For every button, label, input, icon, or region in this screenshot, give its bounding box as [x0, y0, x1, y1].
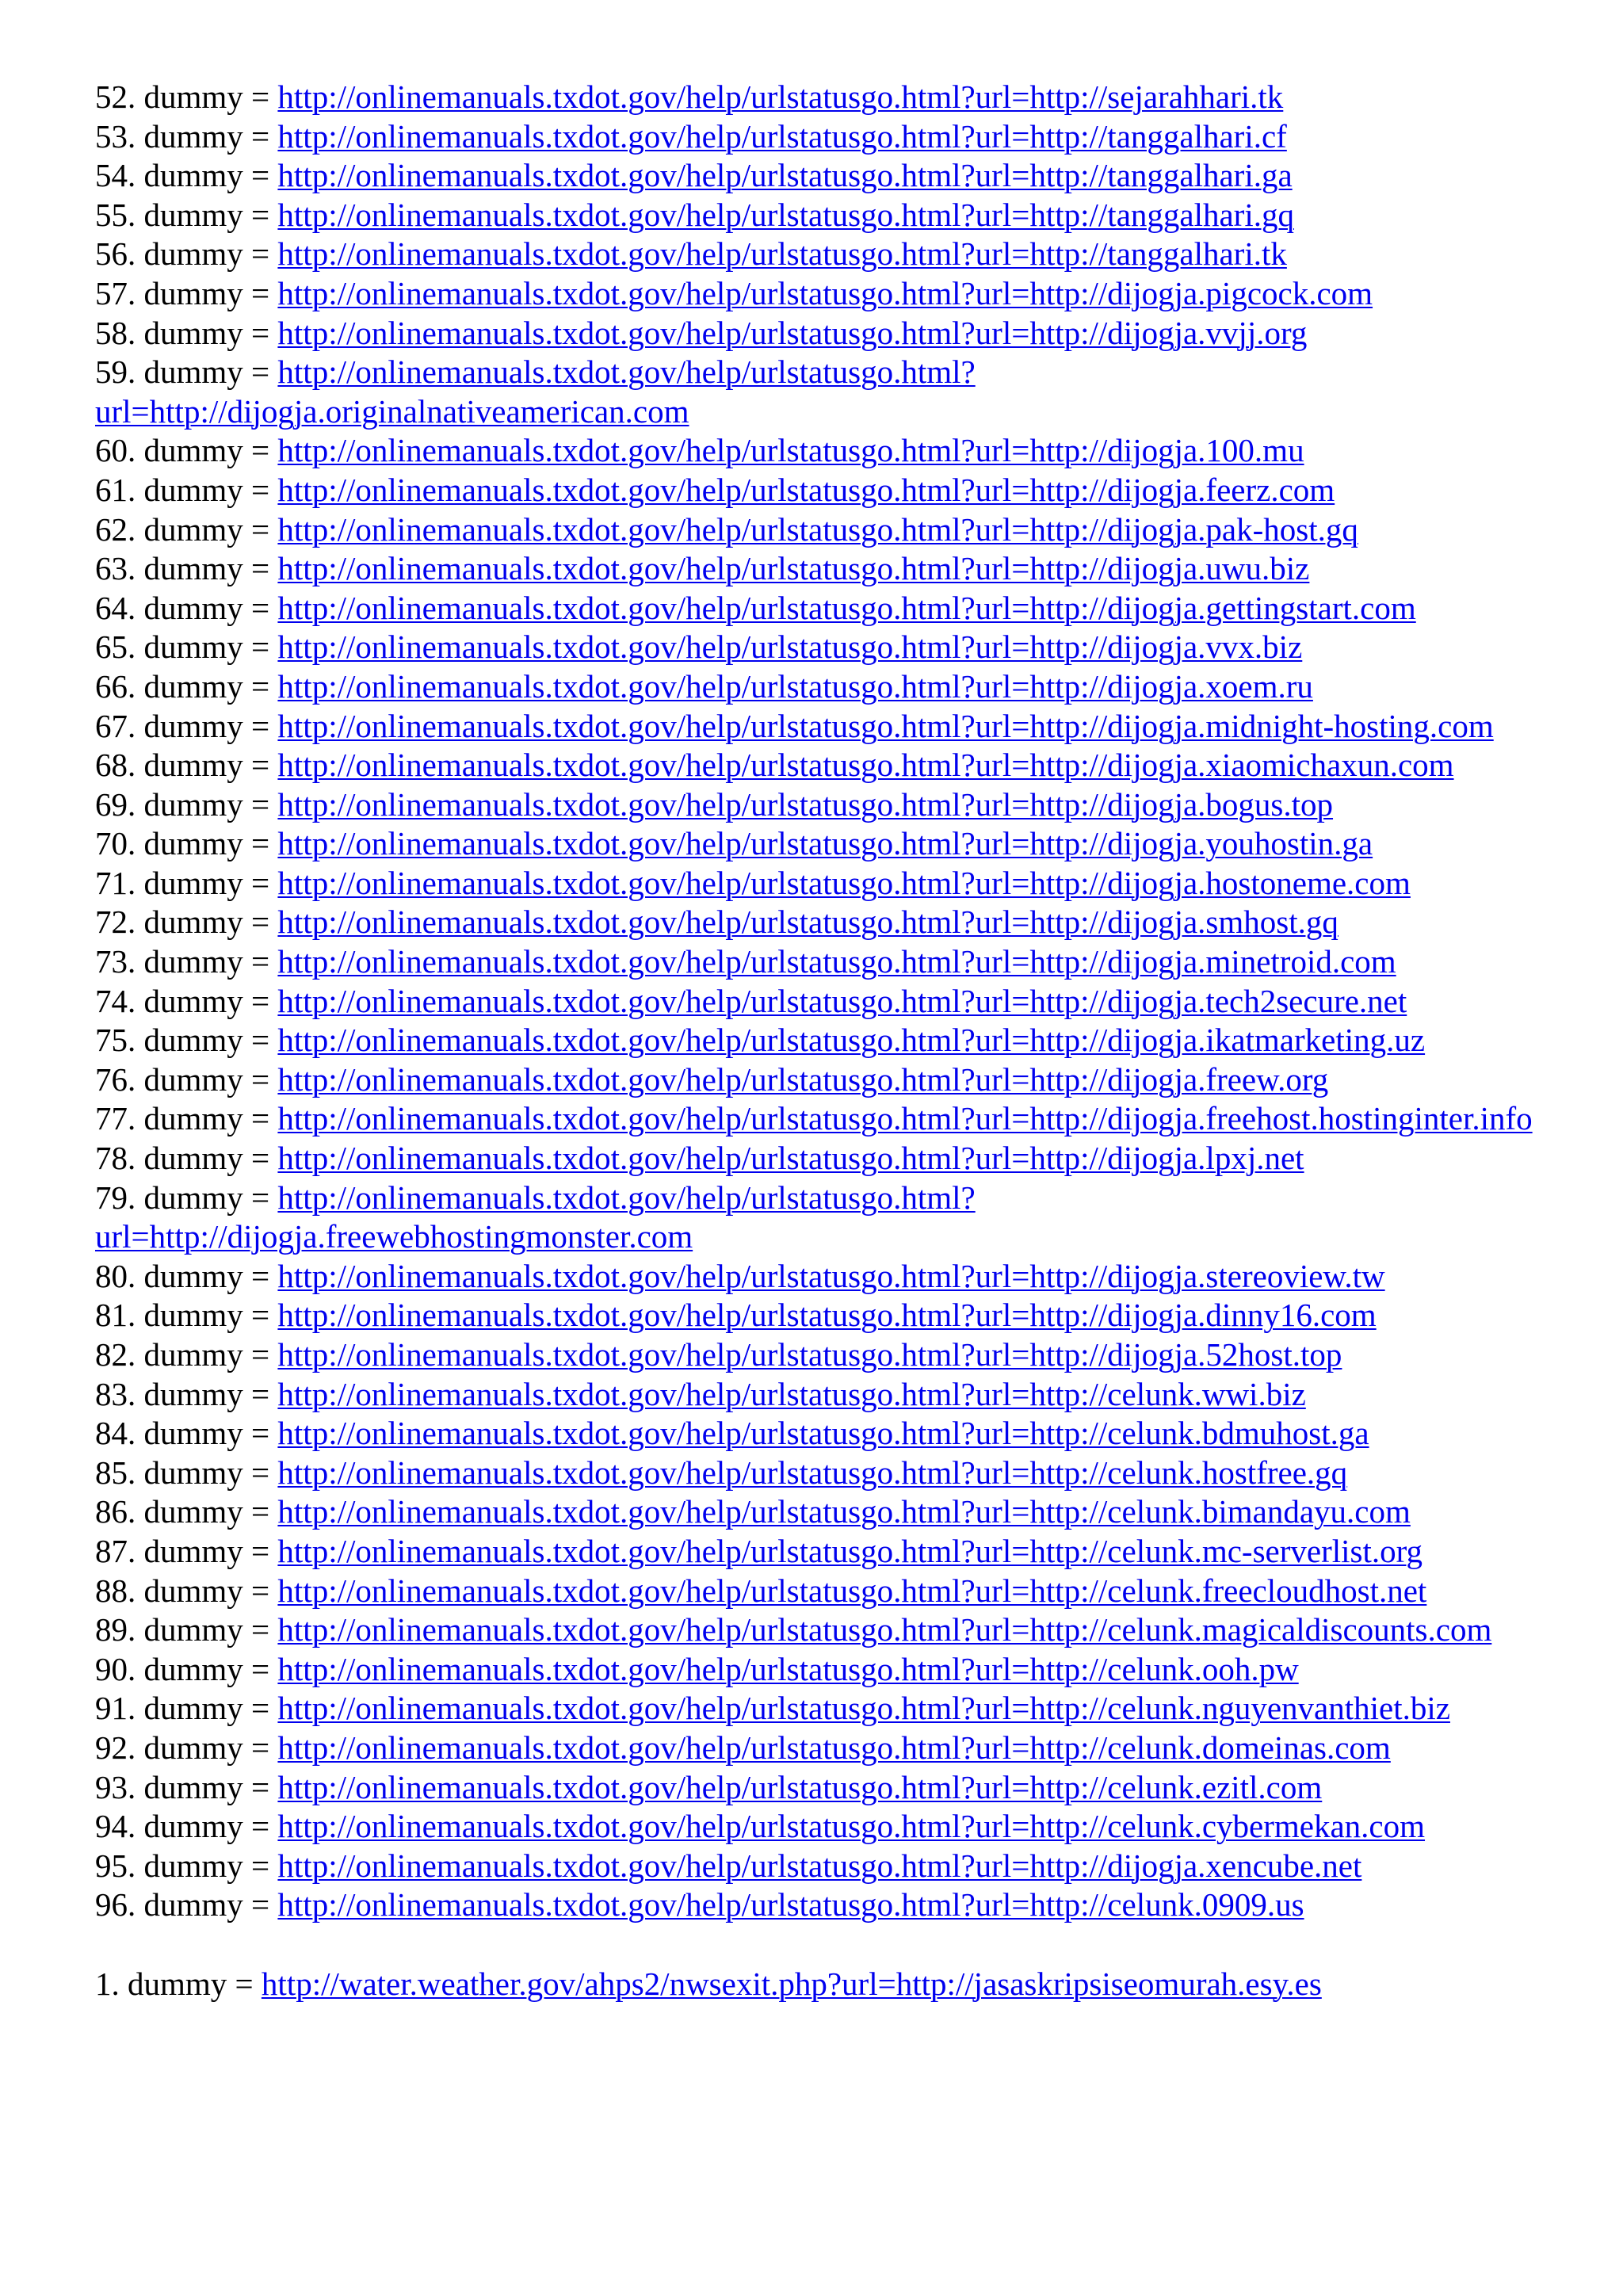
- list-item: [95, 274, 1569, 314]
- item-number: 80.: [95, 1257, 136, 1294]
- item-label: dummy =: [143, 196, 270, 233]
- list-item: [95, 1375, 1569, 1415]
- redirect-link[interactable]: http://onlinemanuals.txdot.gov/help/urlstatusgo.html?url=http://dijogja.pigcock.com: [277, 274, 1373, 311]
- list-item: [95, 1414, 1569, 1454]
- list-item: [95, 471, 1569, 510]
- item-label: dummy =: [143, 1572, 270, 1609]
- item-number: 85.: [95, 1454, 136, 1491]
- list-item: [95, 1335, 1569, 1375]
- redirect-link[interactable]: http://onlinemanuals.txdot.gov/help/urlstatusgo.html?url=http://celunk.hostfree.gq: [277, 1454, 1348, 1491]
- list-item: [95, 1532, 1569, 1572]
- item-label: dummy =: [143, 707, 270, 744]
- redirect-link[interactable]: http://onlinemanuals.txdot.gov/help/urlstatusgo.html?url=http://dijogja.lpxj.net: [277, 1140, 1304, 1177]
- redirect-link[interactable]: http://onlinemanuals.txdot.gov/help/urlstatusgo.html?url=http://dijogja.xoem.ru: [277, 667, 1313, 705]
- item-label: dummy =: [143, 1847, 270, 1884]
- list-item: [95, 864, 1569, 904]
- item-number: 96.: [95, 1886, 136, 1924]
- item-number: 70.: [95, 825, 136, 862]
- redirect-link[interactable]: http://onlinemanuals.txdot.gov/help/urlstatusgo.html?url=http://dijogja.minetroid.com: [277, 943, 1396, 980]
- redirect-link[interactable]: http://onlinemanuals.txdot.gov/help/urlstatusgo.html?url=http://dijogja.originalnativeamerican.com: [95, 353, 976, 430]
- list-item: [95, 510, 1569, 550]
- item-label: dummy =: [143, 1297, 270, 1334]
- item-label: dummy =: [143, 353, 270, 391]
- item-label: dummy =: [143, 1454, 270, 1491]
- item-number: 69.: [95, 785, 136, 823]
- list-item: [95, 1650, 1569, 1690]
- list-item: [95, 1572, 1569, 1611]
- item-label: dummy =: [143, 1808, 270, 1845]
- item-label: dummy =: [143, 1886, 270, 1924]
- item-number: 63.: [95, 550, 136, 587]
- redirect-link[interactable]: http://onlinemanuals.txdot.gov/help/urlstatusgo.html?url=http://celunk.wwi.biz: [277, 1375, 1306, 1412]
- item-number: 76.: [95, 1060, 136, 1098]
- item-number: 65.: [95, 628, 136, 666]
- redirect-link[interactable]: http://onlinemanuals.txdot.gov/help/urlstatusgo.html?url=http://dijogja.freewebhostingmonster.com: [95, 1179, 976, 1255]
- redirect-link[interactable]: http://onlinemanuals.txdot.gov/help/urlstatusgo.html?url=http://tanggalhari.gq: [277, 196, 1294, 233]
- list-item: [95, 1454, 1569, 1493]
- item-number: 67.: [95, 707, 136, 744]
- redirect-link[interactable]: http://onlinemanuals.txdot.gov/help/urlstatusgo.html?url=http://tanggalhari.tk: [277, 235, 1287, 273]
- redirect-link[interactable]: http://onlinemanuals.txdot.gov/help/urlstatusgo.html?url=http://celunk.0909.us: [277, 1886, 1304, 1924]
- item-number: 64.: [95, 589, 136, 626]
- redirect-link[interactable]: http://onlinemanuals.txdot.gov/help/urlstatusgo.html?url=http://celunk.domeinas.com: [277, 1729, 1391, 1766]
- item-label: dummy =: [143, 1493, 270, 1530]
- redirect-link[interactable]: http://onlinemanuals.txdot.gov/help/urlstatusgo.html?url=http://tanggalhari.cf: [277, 117, 1287, 155]
- list-item: [95, 824, 1569, 864]
- redirect-link[interactable]: http://onlinemanuals.txdot.gov/help/urlstatusgo.html?url=http://sejarahhari.tk: [277, 78, 1284, 115]
- list-item: [95, 1021, 1569, 1060]
- item-number: 68.: [95, 747, 136, 784]
- item-number: 77.: [95, 1100, 136, 1137]
- redirect-link[interactable]: http://onlinemanuals.txdot.gov/help/urlstatusgo.html?url=http://celunk.bimandayu.com: [277, 1493, 1411, 1530]
- item-label: dummy =: [143, 235, 270, 273]
- redirect-link[interactable]: http://onlinemanuals.txdot.gov/help/urlstatusgo.html?url=http://dijogja.vvx.biz: [277, 628, 1303, 666]
- item-label: dummy =: [143, 314, 270, 351]
- item-number: 84.: [95, 1415, 136, 1452]
- redirect-link[interactable]: http://onlinemanuals.txdot.gov/help/urlstatusgo.html?url=http://celunk.nguyenvanthiet.biz: [277, 1690, 1450, 1727]
- redirect-link[interactable]: http://onlinemanuals.txdot.gov/help/urlstatusgo.html?url=http://dijogja.ikatmarketing.uz: [277, 1022, 1426, 1059]
- item-label: dummy =: [143, 785, 270, 823]
- list-item: [95, 667, 1569, 707]
- list-item: [95, 903, 1569, 942]
- item-number: 95.: [95, 1847, 136, 1884]
- list-item: [95, 235, 1569, 274]
- list-item: [95, 314, 1569, 353]
- redirect-link[interactable]: http://onlinemanuals.txdot.gov/help/urlstatusgo.html?url=http://dijogja.freew.org: [277, 1060, 1329, 1098]
- redirect-link[interactable]: http://onlinemanuals.txdot.gov/help/urlstatusgo.html?url=http://dijogja.vvjj.org: [277, 314, 1308, 351]
- item-label: dummy =: [143, 1060, 270, 1098]
- redirect-link[interactable]: http://onlinemanuals.txdot.gov/help/urlstatusgo.html?url=http://celunk.cybermekan.com: [277, 1808, 1426, 1845]
- item-label: dummy =: [143, 1022, 270, 1059]
- item-number: 81.: [95, 1297, 136, 1334]
- item-number: 79.: [95, 1179, 136, 1216]
- item-label: dummy =: [143, 904, 270, 941]
- item-number: 87.: [95, 1532, 136, 1569]
- item-number: 56.: [95, 235, 136, 273]
- redirect-link[interactable]: http://onlinemanuals.txdot.gov/help/urlstatusgo.html?url=http://dijogja.100.mu: [277, 432, 1304, 469]
- list-item: [95, 746, 1569, 785]
- item-label: dummy =: [143, 1179, 270, 1216]
- item-number: 59.: [95, 353, 136, 391]
- list-item: [95, 942, 1569, 982]
- redirect-link[interactable]: http://onlinemanuals.txdot.gov/help/urlstatusgo.html?url=http://dijogja.dinny16.com: [277, 1297, 1377, 1334]
- list-item: [95, 1257, 1569, 1297]
- list-item: [95, 589, 1569, 628]
- item-number: 60.: [95, 432, 136, 469]
- item-number: 66.: [95, 667, 136, 705]
- item-label: dummy =: [143, 1690, 270, 1727]
- item-number: 91.: [95, 1690, 136, 1727]
- redirect-link[interactable]: http://onlinemanuals.txdot.gov/help/urlstatusgo.html?url=http://celunk.magicaldiscounts.com: [277, 1611, 1492, 1648]
- item-label: dummy =: [143, 1140, 270, 1177]
- item-label: dummy =: [143, 667, 270, 705]
- list-item: [95, 628, 1569, 667]
- item-label: dummy =: [143, 274, 270, 311]
- list-item: [95, 1139, 1569, 1179]
- item-label: dummy =: [143, 1375, 270, 1412]
- item-label: dummy =: [128, 1965, 254, 2002]
- list-item: [95, 117, 1569, 157]
- redirect-link[interactable]: http://onlinemanuals.txdot.gov/help/urlstatusgo.html?url=http://dijogja.uwu.biz: [277, 550, 1310, 587]
- item-label: dummy =: [143, 471, 270, 508]
- list-item: [95, 196, 1569, 235]
- redirect-link[interactable]: http://onlinemanuals.txdot.gov/help/urlstatusgo.html?url=http://celunk.ooh.pw: [277, 1650, 1299, 1687]
- list-item: [95, 1768, 1569, 1808]
- item-number: 71.: [95, 864, 136, 901]
- redirect-link[interactable]: http://onlinemanuals.txdot.gov/help/urlstatusgo.html?url=http://celunk.bdmuhost.ga: [277, 1415, 1369, 1452]
- redirect-link[interactable]: http://onlinemanuals.txdot.gov/help/urlstatusgo.html?url=http://celunk.mc-serverlist.org: [277, 1532, 1423, 1569]
- item-number: 54.: [95, 157, 136, 194]
- final-list-item: [95, 1965, 1569, 2004]
- list-item: [95, 1179, 1569, 1257]
- item-label: dummy =: [143, 78, 270, 115]
- list-item: [95, 353, 1569, 431]
- list-item: [95, 1689, 1569, 1729]
- item-label: dummy =: [143, 1611, 270, 1648]
- item-label: dummy =: [143, 1532, 270, 1569]
- item-label: dummy =: [143, 628, 270, 666]
- item-number: 82.: [95, 1336, 136, 1373]
- redirect-link[interactable]: http://onlinemanuals.txdot.gov/help/urlstatusgo.html?url=http://dijogja.pak-host.gq: [277, 510, 1358, 548]
- item-number: 78.: [95, 1140, 136, 1177]
- item-label: dummy =: [143, 157, 270, 194]
- item-label: dummy =: [143, 1729, 270, 1766]
- list-item: [95, 431, 1569, 471]
- redirect-link[interactable]: http://onlinemanuals.txdot.gov/help/urlstatusgo.html?url=http://tanggalhari.ga: [277, 157, 1293, 194]
- link-list: [95, 78, 1569, 1925]
- redirect-link[interactable]: http://onlinemanuals.txdot.gov/help/urlstatusgo.html?url=http://dijogja.xiaomichaxun.com: [277, 747, 1454, 784]
- item-number: 93.: [95, 1768, 136, 1805]
- item-label: dummy =: [143, 117, 270, 155]
- blank-line: [95, 1925, 1569, 1965]
- item-label: dummy =: [143, 550, 270, 587]
- list-item: [95, 156, 1569, 196]
- list-item: [95, 78, 1569, 117]
- item-label: dummy =: [143, 1768, 270, 1805]
- item-number: 74.: [95, 982, 136, 1019]
- item-number: 57.: [95, 274, 136, 311]
- item-number: 86.: [95, 1493, 136, 1530]
- item-label: dummy =: [143, 1100, 270, 1137]
- list-item: [95, 1610, 1569, 1650]
- item-label: dummy =: [143, 1415, 270, 1452]
- list-item: [95, 1885, 1569, 1925]
- item-number: 94.: [95, 1808, 136, 1845]
- redirect-link[interactable]: http://onlinemanuals.txdot.gov/help/urlstatusgo.html?url=http://dijogja.xencube.net: [277, 1847, 1362, 1884]
- item-number: 89.: [95, 1611, 136, 1648]
- redirect-link[interactable]: http://onlinemanuals.txdot.gov/help/urlstatusgo.html?url=http://dijogja.youhostin.ga: [277, 825, 1373, 862]
- redirect-link[interactable]: http://onlinemanuals.txdot.gov/help/urlstatusgo.html?url=http://dijogja.freehost.hostinginter.info: [277, 1100, 1533, 1137]
- list-item: [95, 1729, 1569, 1768]
- item-number: 62.: [95, 510, 136, 548]
- document-page: [95, 78, 1569, 2004]
- redirect-link[interactable]: http://onlinemanuals.txdot.gov/help/urlstatusgo.html?url=http://celunk.ezitl.com: [277, 1768, 1323, 1805]
- redirect-link[interactable]: http://onlinemanuals.txdot.gov/help/urlstatusgo.html?url=http://dijogja.midnight-hosting.com: [277, 707, 1494, 744]
- item-label: dummy =: [143, 943, 270, 980]
- redirect-link[interactable]: http://onlinemanuals.txdot.gov/help/urlstatusgo.html?url=http://dijogja.52host.top: [277, 1336, 1342, 1373]
- item-label: dummy =: [143, 432, 270, 469]
- redirect-link[interactable]: http://onlinemanuals.txdot.gov/help/urlstatusgo.html?url=http://dijogja.gettingstart.com: [277, 589, 1416, 626]
- item-number: 53.: [95, 117, 136, 155]
- item-number: 73.: [95, 943, 136, 980]
- list-item: [95, 1847, 1569, 1886]
- item-number: 61.: [95, 471, 136, 508]
- list-item: [95, 1099, 1569, 1139]
- item-label: dummy =: [143, 589, 270, 626]
- item-number: 58.: [95, 314, 136, 351]
- list-item: [95, 785, 1569, 825]
- item-number: 90.: [95, 1650, 136, 1687]
- redirect-link[interactable]: http://onlinemanuals.txdot.gov/help/urlstatusgo.html?url=http://dijogja.bogus.top: [277, 785, 1334, 823]
- list-item: [95, 1296, 1569, 1335]
- item-number: 55.: [95, 196, 136, 233]
- list-item: [95, 1807, 1569, 1847]
- item-number: 75.: [95, 1022, 136, 1059]
- item-number: 52.: [95, 78, 136, 115]
- item-number: 92.: [95, 1729, 136, 1766]
- item-label: dummy =: [143, 1336, 270, 1373]
- list-item: [95, 1492, 1569, 1532]
- redirect-link[interactable]: http://water.weather.gov/ahps2/nwsexit.php?url=http://jasaskripsiseomurah.esy.es: [261, 1965, 1322, 2002]
- item-label: dummy =: [143, 982, 270, 1019]
- redirect-link[interactable]: http://onlinemanuals.txdot.gov/help/urlstatusgo.html?url=http://celunk.freecloudhost.net: [277, 1572, 1427, 1609]
- item-number: 72.: [95, 904, 136, 941]
- item-label: dummy =: [143, 747, 270, 784]
- item-number: 1.: [95, 1965, 120, 2002]
- item-label: dummy =: [143, 825, 270, 862]
- list-item: [95, 707, 1569, 747]
- item-number: 88.: [95, 1572, 136, 1609]
- redirect-link[interactable]: http://onlinemanuals.txdot.gov/help/urlstatusgo.html?url=http://dijogja.stereoview.tw: [277, 1257, 1385, 1294]
- redirect-link[interactable]: http://onlinemanuals.txdot.gov/help/urlstatusgo.html?url=http://dijogja.hostoneme.com: [277, 864, 1411, 901]
- item-label: dummy =: [143, 864, 270, 901]
- list-item: [95, 982, 1569, 1022]
- item-label: dummy =: [143, 1257, 270, 1294]
- item-label: dummy =: [143, 510, 270, 548]
- list-item: [95, 1060, 1569, 1100]
- list-item: [95, 549, 1569, 589]
- redirect-link[interactable]: http://onlinemanuals.txdot.gov/help/urlstatusgo.html?url=http://dijogja.tech2secure.net: [277, 982, 1407, 1019]
- item-number: 83.: [95, 1375, 136, 1412]
- item-label: dummy =: [143, 1650, 270, 1687]
- redirect-link[interactable]: http://onlinemanuals.txdot.gov/help/urlstatusgo.html?url=http://dijogja.feerz.com: [277, 471, 1335, 508]
- redirect-link[interactable]: http://onlinemanuals.txdot.gov/help/urlstatusgo.html?url=http://dijogja.smhost.gq: [277, 904, 1338, 941]
